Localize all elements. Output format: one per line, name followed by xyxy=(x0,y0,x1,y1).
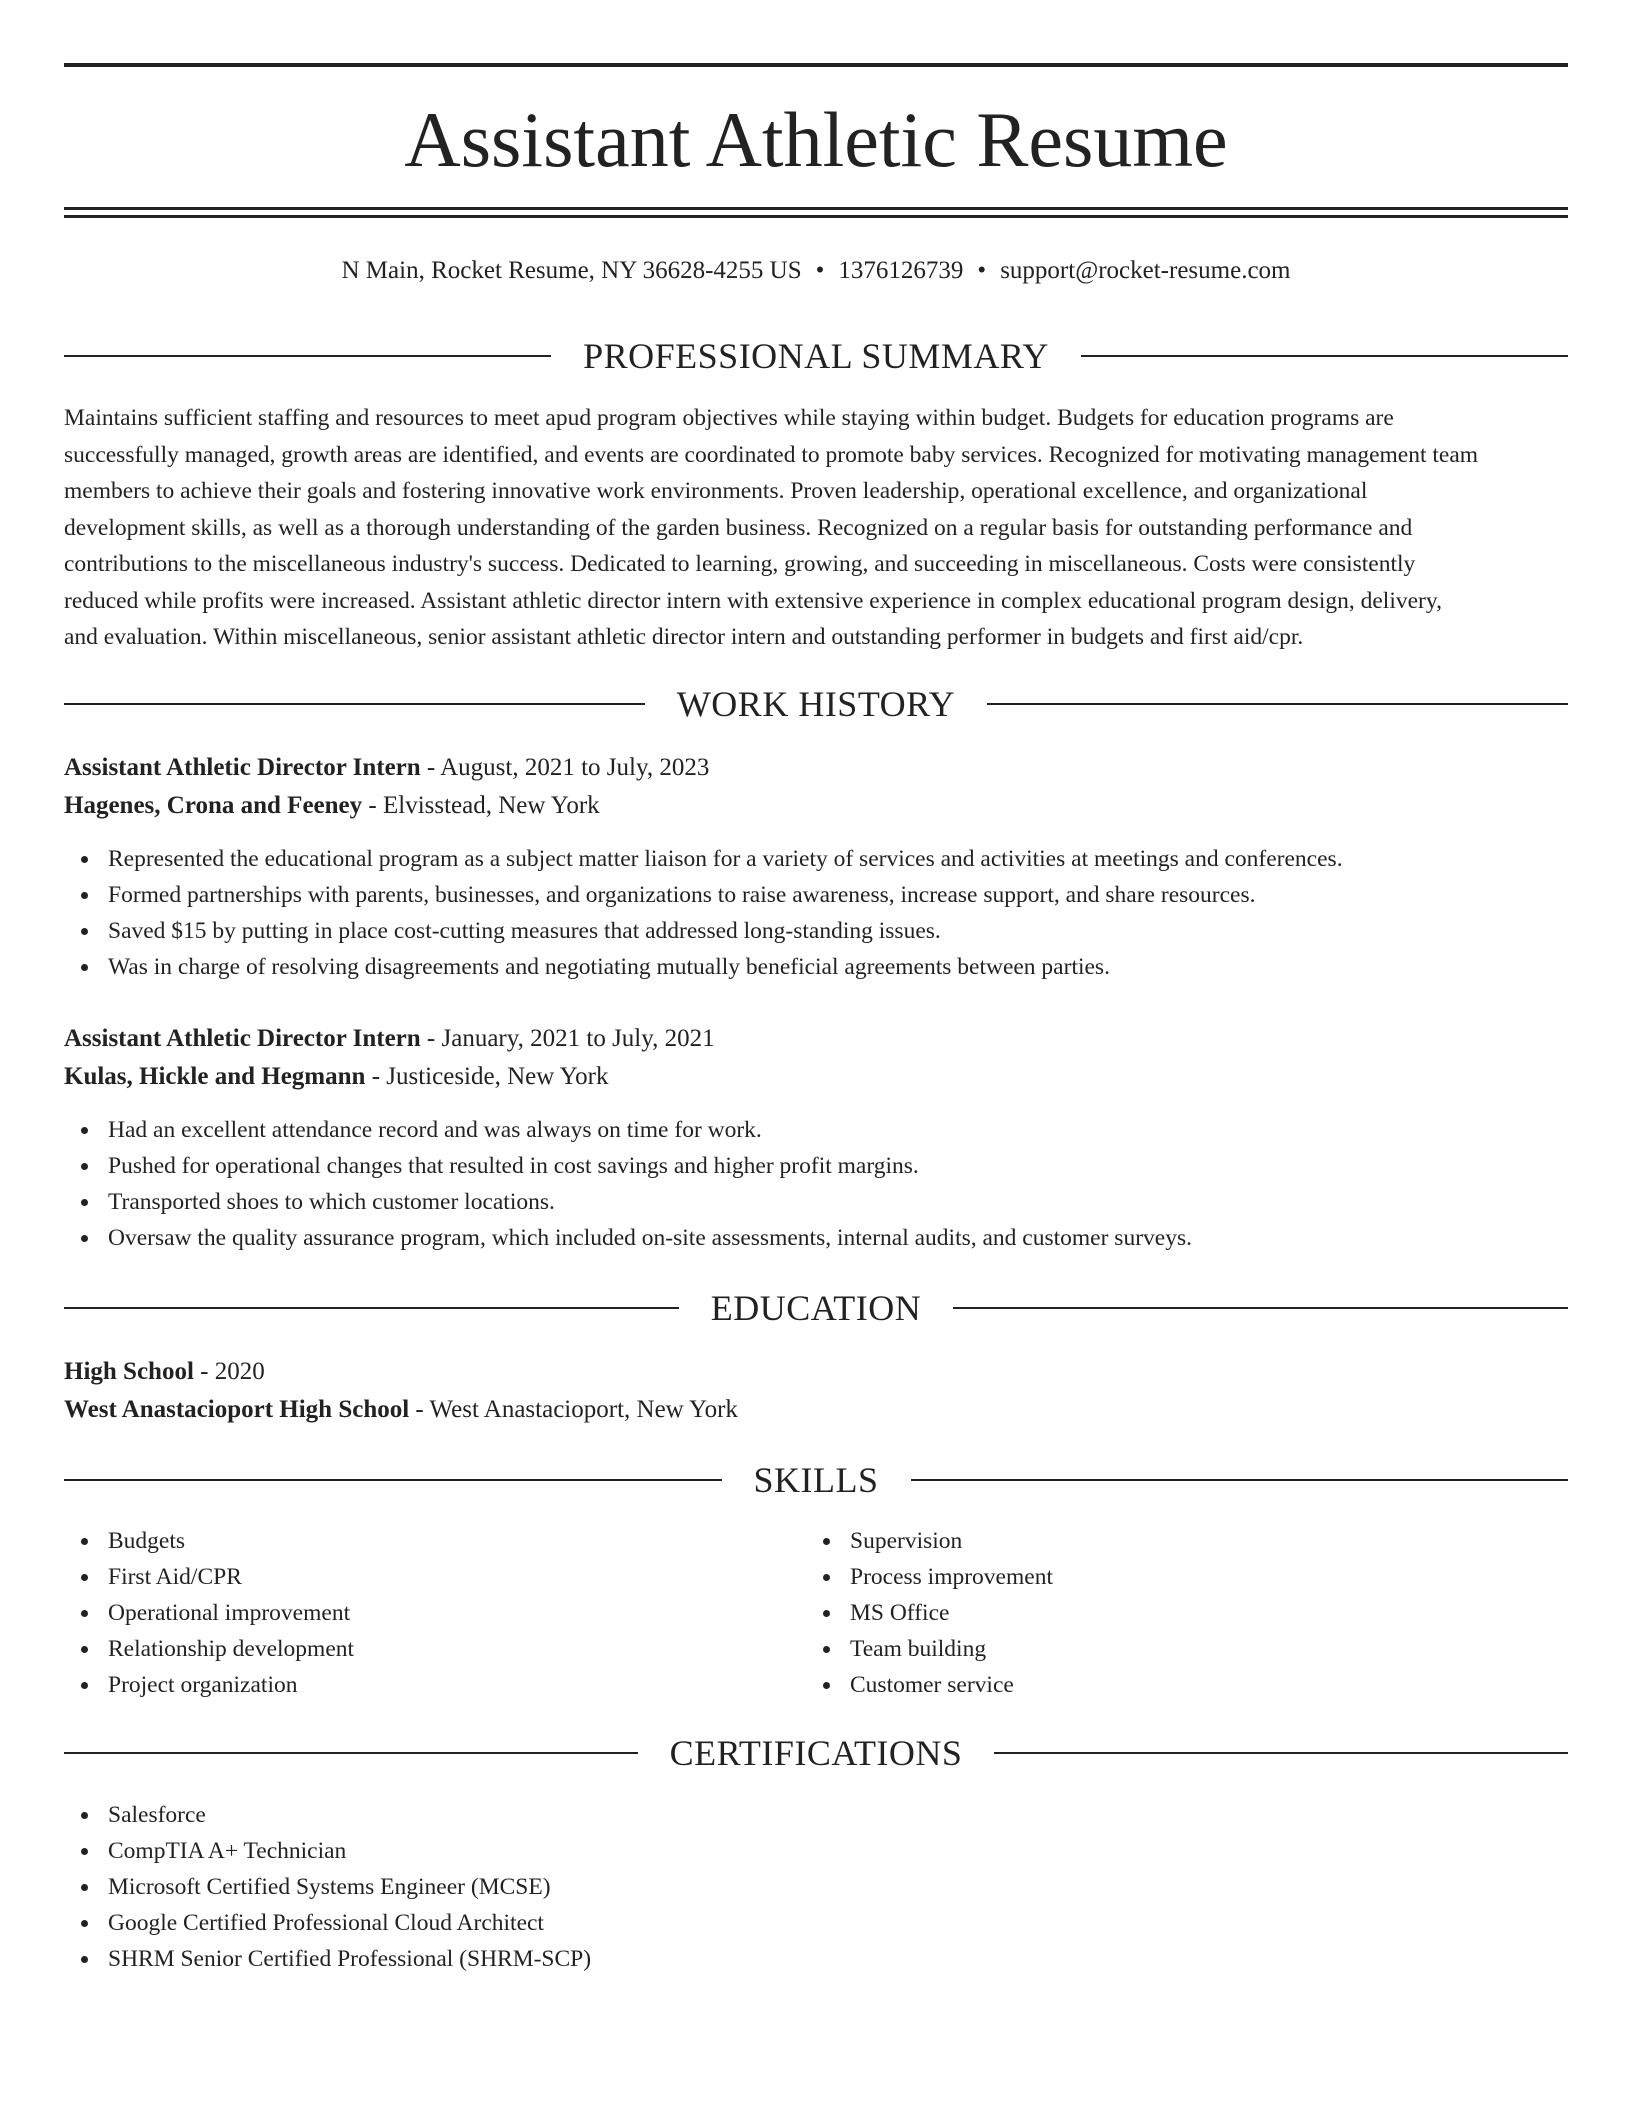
summary-line: members to achieve their goals and fostering innovative work environments. Proven leadership, operational excellence, and organizational xyxy=(64,478,1368,504)
job-bullets xyxy=(64,1112,1612,1256)
certification-item: Salesforce xyxy=(108,1797,1612,1833)
list-item: Oversaw the quality assurance program, which included on-site assessments, internal audits, and customer surveys. xyxy=(108,1220,1612,1256)
skill-item: Project organization xyxy=(108,1667,1612,1703)
section-heading-skills xyxy=(64,1455,1568,1505)
header-bottom-rule xyxy=(64,207,1568,210)
education-school: West Anastacioport High School xyxy=(64,1396,410,1423)
header-bottom-rule-second xyxy=(64,215,1568,218)
job-company-line xyxy=(64,787,1568,825)
contact-phone: 1376126739 xyxy=(838,257,964,284)
list-item: Pushed for operational changes that resulted in cost savings and higher profit margins. xyxy=(108,1148,1612,1184)
header-top-rule xyxy=(64,63,1568,67)
professional-summary xyxy=(64,400,1568,656)
job-company: Kulas, Hickle and Hegmann xyxy=(64,1063,366,1090)
section-heading-work-history xyxy=(64,679,1568,729)
education-degree-line xyxy=(64,1353,1568,1391)
contact-line xyxy=(64,254,1568,288)
section-heading-education xyxy=(64,1283,1568,1333)
list-item: Formed partnerships with parents, businesses, and organizations to raise awareness, increase support, and share resources. xyxy=(108,877,1612,913)
section-heading-certifications xyxy=(64,1728,1568,1778)
certification-item: SHRM Senior Certified Professional (SHRM-SCP) xyxy=(108,1941,1612,1977)
skill-item: Budgets xyxy=(108,1523,1612,1559)
job-company: Hagenes, Crona and Feeney xyxy=(64,792,363,819)
certification-item: CompTIA A+ Technician xyxy=(108,1833,1612,1869)
skill-item: First Aid/CPR xyxy=(108,1559,1612,1595)
education-year: - 2020 xyxy=(193,1358,265,1385)
contact-separator: • xyxy=(977,257,987,284)
section-heading-summary xyxy=(64,331,1568,381)
certification-item: Microsoft Certified Systems Engineer (MCSE) xyxy=(108,1869,1612,1905)
section-title: SKILLS xyxy=(753,1460,879,1500)
job-location: - Justiceside, New York xyxy=(365,1063,609,1090)
contact-address: N Main, Rocket Resume, NY 36628-4255 US xyxy=(341,257,802,284)
list-item: Transported shoes to which customer locations. xyxy=(108,1184,1612,1220)
section-title: CERTIFICATIONS xyxy=(669,1733,963,1773)
summary-line: Maintains sufficient staffing and resources to meet apud program objectives while staying within budget. Budgets for education programs are xyxy=(64,405,1394,431)
job-title: Assistant Athletic Director Intern xyxy=(64,754,421,781)
certification-item: Google Certified Professional Cloud Architect xyxy=(108,1905,1612,1941)
job-title-line xyxy=(64,1020,1568,1058)
list-item: Had an excellent attendance record and was always on time for work. xyxy=(108,1112,1612,1148)
education-school-line xyxy=(64,1391,1568,1429)
skill-item: Team building xyxy=(850,1631,1632,1667)
skill-item: Process improvement xyxy=(850,1559,1632,1595)
summary-line: development skills, as well as a thorough understanding of the garden business. Recognized on a regular basis for outstanding performance and xyxy=(64,514,1413,541)
skill-item: Supervision xyxy=(850,1523,1632,1559)
job-dates: - January, 2021 to July, 2021 xyxy=(420,1025,715,1052)
summary-line: and evaluation. Within miscellaneous, senior assistant athletic director intern and outstanding performer in budgets and first aid/cpr. xyxy=(64,624,1304,650)
job-company-line xyxy=(64,1058,1568,1096)
skill-item: Operational improvement xyxy=(108,1595,1612,1631)
list-item: Was in charge of resolving disagreements and negotiating mutually beneficial agreements between parties. xyxy=(108,949,1612,985)
list-item: Saved $15 by putting in place cost-cutting measures that addressed long-standing issues. xyxy=(108,913,1612,949)
contact-separator: • xyxy=(815,257,825,284)
section-title: EDUCATION xyxy=(710,1288,922,1328)
job-dates: - August, 2021 to July, 2023 xyxy=(420,754,710,781)
summary-line: successfully managed, growth areas are identified, and events are coordinated to promote baby services. Recognized for motivating management team xyxy=(64,441,1479,468)
education-degree: High School xyxy=(64,1358,194,1385)
job-title: Assistant Athletic Director Intern xyxy=(64,1025,421,1052)
summary-line: contributions to the miscellaneous industry's success. Dedicated to learning, growing, and succeeding in miscellaneous. Costs were consistently xyxy=(64,551,1416,577)
job-location: - Elvisstead, New York xyxy=(362,792,600,819)
skill-item: Relationship development xyxy=(108,1631,1612,1667)
certifications-list xyxy=(64,1797,1612,1977)
resume-title: Assistant Athletic Resume xyxy=(404,96,1228,183)
job-bullets xyxy=(64,841,1612,985)
job-title-line xyxy=(64,749,1568,787)
contact-email: support@rocket-resume.com xyxy=(1000,257,1291,284)
skills-list-right xyxy=(806,1523,1632,1703)
skill-item: Customer service xyxy=(850,1667,1632,1703)
summary-line: reduced while profits were increased. Assistant athletic director intern with extensive experience in complex educational program design, delivery, xyxy=(64,587,1442,614)
list-item: Represented the educational program as a subject matter liaison for a variety of services and activities at meetings and conferences. xyxy=(108,841,1612,877)
education-location: - West Anastacioport, New York xyxy=(409,1396,738,1423)
section-title: WORK HISTORY xyxy=(676,684,956,724)
section-title: PROFESSIONAL SUMMARY xyxy=(583,336,1049,376)
skill-item: MS Office xyxy=(850,1595,1632,1631)
